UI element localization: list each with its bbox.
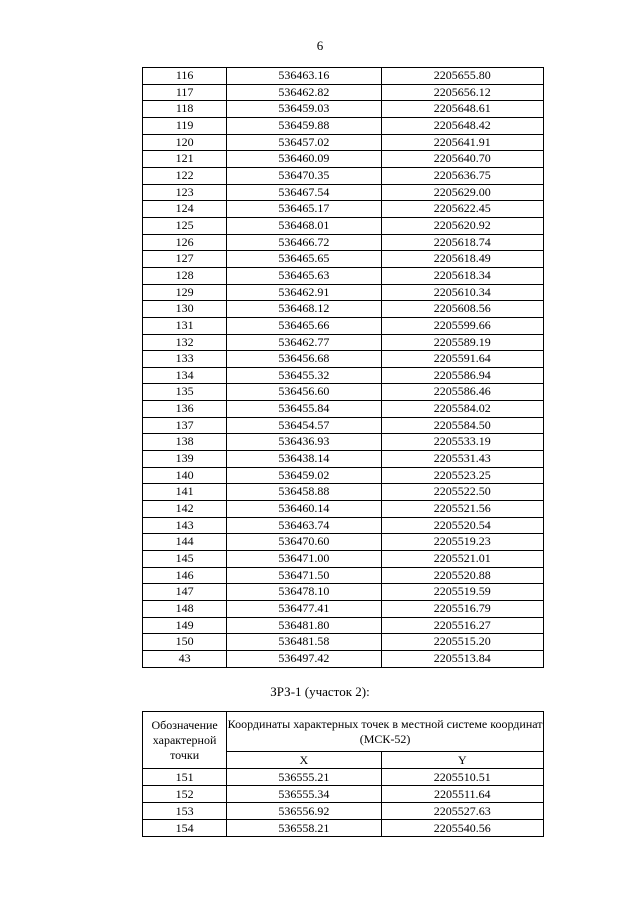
x-coordinate-cell: 536459.88: [227, 117, 381, 134]
point-number-cell: 121: [143, 151, 227, 168]
y-coordinate-cell: 2205641.91: [381, 134, 543, 151]
x-coordinate-cell: 536470.35: [227, 167, 381, 184]
point-number-cell: 130: [143, 301, 227, 318]
point-number-cell: 124: [143, 201, 227, 218]
x-coordinate-cell: 536454.57: [227, 417, 381, 434]
x-coordinate-cell: 536436.93: [227, 434, 381, 451]
x-coordinate-cell: 536467.54: [227, 184, 381, 201]
x-coordinate-cell: 536462.91: [227, 284, 381, 301]
table-row: [143, 803, 544, 820]
point-number-cell: 126: [143, 234, 227, 251]
header-x: X: [227, 752, 381, 769]
y-coordinate-cell: 2205522.50: [381, 484, 543, 501]
x-coordinate-cell: 536558.21: [227, 820, 381, 837]
table-row: [143, 567, 544, 584]
x-coordinate-cell: 536465.17: [227, 201, 381, 218]
point-number-cell: 141: [143, 484, 227, 501]
point-number-cell: 136: [143, 401, 227, 418]
x-coordinate-cell: 536555.34: [227, 786, 381, 803]
y-coordinate-cell: 2205620.92: [381, 217, 543, 234]
y-coordinate-cell: 2205608.56: [381, 301, 543, 318]
x-coordinate-cell: 536455.32: [227, 367, 381, 384]
y-coordinate-cell: 2205618.49: [381, 251, 543, 268]
y-coordinate-cell: 2205640.70: [381, 151, 543, 168]
x-coordinate-cell: 536555.21: [227, 769, 381, 786]
point-number-cell: 152: [143, 786, 227, 803]
table-row: [143, 551, 544, 568]
point-number-cell: 125: [143, 217, 227, 234]
y-coordinate-cell: 2205599.66: [381, 317, 543, 334]
y-coordinate-cell: 2205655.80: [381, 68, 543, 85]
y-coordinate-cell: 2205513.84: [381, 650, 543, 667]
point-number-cell: 43: [143, 650, 227, 667]
table-row: [143, 484, 544, 501]
x-coordinate-cell: 536481.80: [227, 617, 381, 634]
point-number-cell: 129: [143, 284, 227, 301]
point-number-cell: 122: [143, 167, 227, 184]
table-row: [143, 317, 544, 334]
y-coordinate-cell: 2205586.46: [381, 384, 543, 401]
table-row: [143, 650, 544, 667]
x-coordinate-cell: 536457.02: [227, 134, 381, 151]
x-coordinate-cell: 536471.00: [227, 551, 381, 568]
x-coordinate-cell: 536456.60: [227, 384, 381, 401]
y-coordinate-cell: 2205622.45: [381, 201, 543, 218]
point-number-cell: 134: [143, 367, 227, 384]
point-number-cell: 117: [143, 84, 227, 101]
x-coordinate-cell: 536556.92: [227, 803, 381, 820]
point-number-cell: 132: [143, 334, 227, 351]
section-title: ЗРЗ-1 (участок 2):: [270, 684, 370, 699]
y-coordinate-cell: 2205589.19: [381, 334, 543, 351]
table-row: [143, 417, 544, 434]
table-row: [143, 517, 544, 534]
table-row: [143, 384, 544, 401]
y-coordinate-cell: 2205515.20: [381, 634, 543, 651]
y-coordinate-cell: 2205648.42: [381, 117, 543, 134]
x-coordinate-cell: 536468.12: [227, 301, 381, 318]
table-row: [143, 769, 544, 786]
x-coordinate-cell: 536458.88: [227, 484, 381, 501]
coordinates-table-plot-2: [142, 711, 544, 837]
point-number-cell: 143: [143, 517, 227, 534]
point-number-cell: 150: [143, 634, 227, 651]
point-number-cell: 138: [143, 434, 227, 451]
table-row: [143, 820, 544, 837]
point-number-cell: 135: [143, 384, 227, 401]
y-coordinate-cell: 2205540.56: [381, 820, 543, 837]
table-row: [143, 501, 544, 518]
point-number-cell: 154: [143, 820, 227, 837]
coordinates-table-part-1: [142, 67, 544, 668]
table-row: [143, 467, 544, 484]
y-coordinate-cell: 2205511.64: [381, 786, 543, 803]
point-number-cell: 144: [143, 534, 227, 551]
point-number-cell: 142: [143, 501, 227, 518]
y-coordinate-cell: 2205521.56: [381, 501, 543, 518]
table-row: [143, 217, 544, 234]
y-coordinate-cell: 2205629.00: [381, 184, 543, 201]
table-row: [143, 401, 544, 418]
header-y: Y: [381, 752, 543, 769]
header-point-designation: Обозначение характерной точки: [143, 712, 227, 769]
table-row: [143, 584, 544, 601]
point-number-cell: 145: [143, 551, 227, 568]
x-coordinate-cell: 536456.68: [227, 351, 381, 368]
y-coordinate-cell: 2205523.25: [381, 467, 543, 484]
x-coordinate-cell: 536459.03: [227, 101, 381, 118]
coordinates-table-2-body: [143, 769, 544, 837]
coordinates-table-body: [143, 68, 544, 668]
y-coordinate-cell: 2205520.54: [381, 517, 543, 534]
table-row: [143, 301, 544, 318]
y-coordinate-cell: 2205520.88: [381, 567, 543, 584]
x-coordinate-cell: 536465.63: [227, 267, 381, 284]
y-coordinate-cell: 2205527.63: [381, 803, 543, 820]
table-row: [143, 151, 544, 168]
table-row: [143, 634, 544, 651]
point-number-cell: 140: [143, 467, 227, 484]
point-number-cell: 147: [143, 584, 227, 601]
y-coordinate-cell: 2205618.34: [381, 267, 543, 284]
y-coordinate-cell: 2205521.01: [381, 551, 543, 568]
point-number-cell: 151: [143, 769, 227, 786]
table-row: [143, 334, 544, 351]
y-coordinate-cell: 2205656.12: [381, 84, 543, 101]
x-coordinate-cell: 536463.16: [227, 68, 381, 85]
y-coordinate-cell: 2205519.23: [381, 534, 543, 551]
point-number-cell: 139: [143, 451, 227, 468]
table-row: [143, 284, 544, 301]
y-coordinate-cell: 2205610.34: [381, 284, 543, 301]
y-coordinate-cell: 2205533.19: [381, 434, 543, 451]
x-coordinate-cell: 536477.41: [227, 601, 381, 618]
point-number-cell: 137: [143, 417, 227, 434]
y-coordinate-cell: 2205636.75: [381, 167, 543, 184]
table-row: [143, 351, 544, 368]
point-number-cell: 118: [143, 101, 227, 118]
table-row: [143, 786, 544, 803]
page-number: 6: [316, 38, 324, 53]
table-row: [143, 367, 544, 384]
point-number-cell: 127: [143, 251, 227, 268]
x-coordinate-cell: 536481.58: [227, 634, 381, 651]
x-coordinate-cell: 536465.66: [227, 317, 381, 334]
table-row: [143, 201, 544, 218]
table-row: [143, 84, 544, 101]
y-coordinate-cell: 2205618.74: [381, 234, 543, 251]
x-coordinate-cell: 536460.14: [227, 501, 381, 518]
y-coordinate-cell: 2205519.59: [381, 584, 543, 601]
x-coordinate-cell: 536465.65: [227, 251, 381, 268]
point-number-cell: 146: [143, 567, 227, 584]
y-coordinate-cell: 2205586.94: [381, 367, 543, 384]
y-coordinate-cell: 2205510.51: [381, 769, 543, 786]
point-number-cell: 116: [143, 68, 227, 85]
y-coordinate-cell: 2205584.02: [381, 401, 543, 418]
table-row: [143, 267, 544, 284]
y-coordinate-cell: 2205648.61: [381, 101, 543, 118]
x-coordinate-cell: 536460.09: [227, 151, 381, 168]
x-coordinate-cell: 536470.60: [227, 534, 381, 551]
x-coordinate-cell: 536478.10: [227, 584, 381, 601]
x-coordinate-cell: 536455.84: [227, 401, 381, 418]
table-row: [143, 617, 544, 634]
x-coordinate-cell: 536462.82: [227, 84, 381, 101]
x-coordinate-cell: 536438.14: [227, 451, 381, 468]
table-row: [143, 134, 544, 151]
table-row: [143, 167, 544, 184]
point-number-cell: 148: [143, 601, 227, 618]
x-coordinate-cell: 536468.01: [227, 217, 381, 234]
y-coordinate-cell: 2205591.64: [381, 351, 543, 368]
point-number-cell: 131: [143, 317, 227, 334]
table-row: [143, 601, 544, 618]
table-row: [143, 434, 544, 451]
table-row: [143, 101, 544, 118]
point-number-cell: 119: [143, 117, 227, 134]
x-coordinate-cell: 536466.72: [227, 234, 381, 251]
table-row: [143, 534, 544, 551]
x-coordinate-cell: 536497.42: [227, 650, 381, 667]
y-coordinate-cell: 2205516.79: [381, 601, 543, 618]
point-number-cell: 153: [143, 803, 227, 820]
y-coordinate-cell: 2205584.50: [381, 417, 543, 434]
x-coordinate-cell: 536463.74: [227, 517, 381, 534]
table-row: [143, 234, 544, 251]
point-number-cell: 123: [143, 184, 227, 201]
table-row: [143, 451, 544, 468]
x-coordinate-cell: 536459.02: [227, 467, 381, 484]
point-number-cell: 120: [143, 134, 227, 151]
point-number-cell: 128: [143, 267, 227, 284]
point-number-cell: 149: [143, 617, 227, 634]
table-row: [143, 117, 544, 134]
y-coordinate-cell: 2205516.27: [381, 617, 543, 634]
y-coordinate-cell: 2205531.43: [381, 451, 543, 468]
header-coordinates-system: Координаты характерных точек в местной системе координат (МСК-52): [227, 712, 544, 752]
table-row: [143, 251, 544, 268]
point-number-cell: 133: [143, 351, 227, 368]
table-row: [143, 184, 544, 201]
x-coordinate-cell: 536471.50: [227, 567, 381, 584]
x-coordinate-cell: 536462.77: [227, 334, 381, 351]
table-row: [143, 68, 544, 85]
